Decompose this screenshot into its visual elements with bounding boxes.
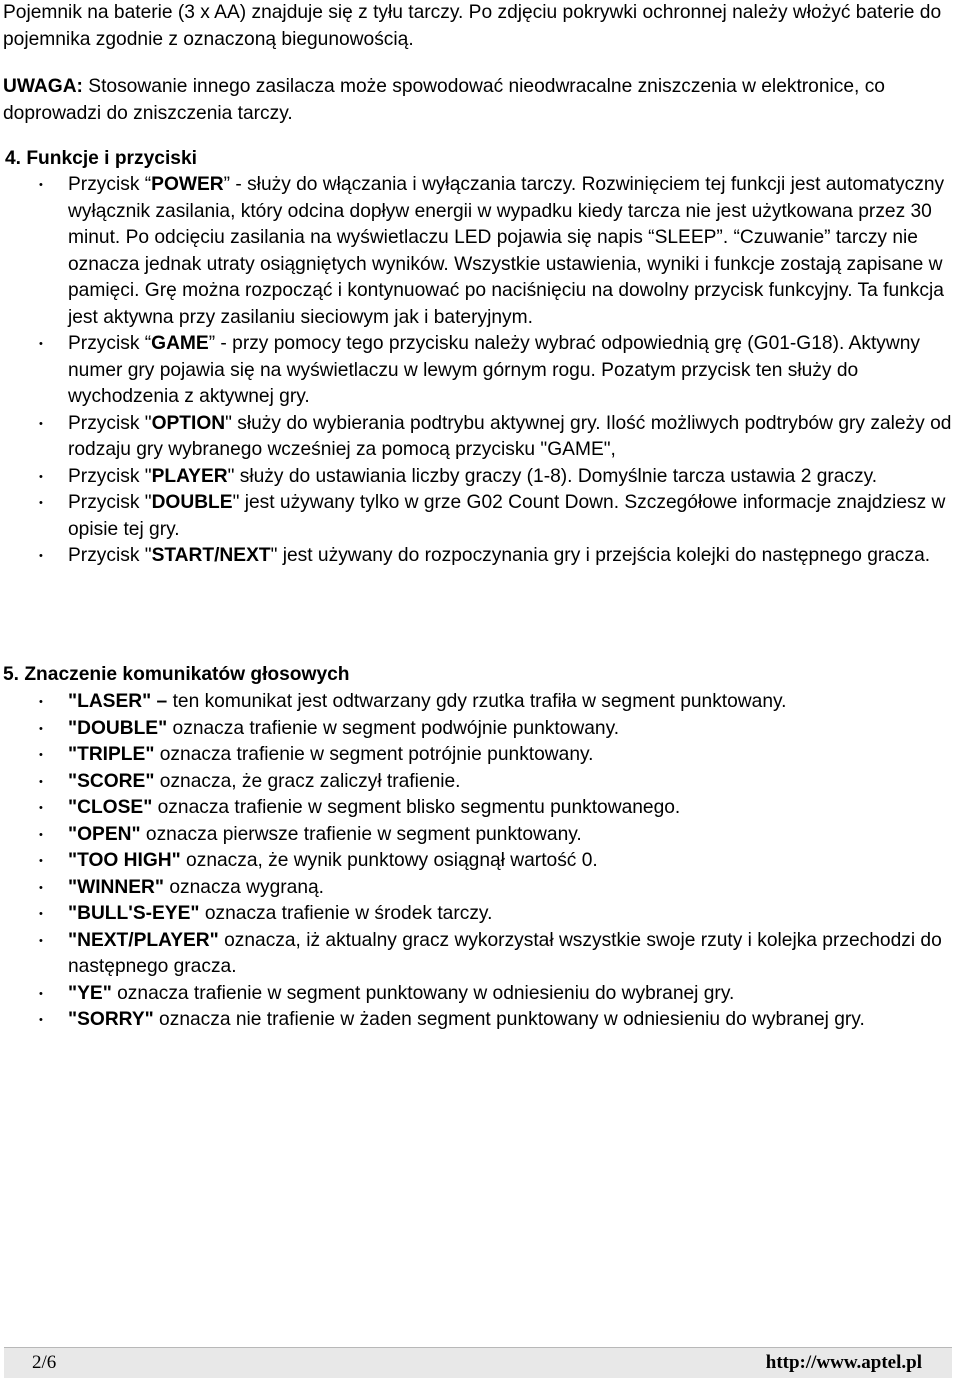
list-item: • "SORRY" oznacza nie trafienie w żaden segment punktowany w odniesieniu do wybranej gry.	[0, 1007, 952, 1034]
bullet-icon: •	[39, 470, 43, 483]
list-item: • "YE" oznacza trafienie w segment punktowany w odniesieniu do wybranej gry.	[0, 981, 952, 1008]
bullet-icon: •	[39, 550, 43, 562]
list-item: • Przycisk “GAME” - przy pomocy tego przycisku należy wybrać odpowiednią grę (G01-G18). Aktywny numer gry pojawia się na wyświetlaczu w lewym górnym rogu. Pozatym przycisk ten służy do wychodzenia z aktywnej gry.	[39, 333, 920, 407]
bullet-icon: •	[39, 987, 43, 1000]
warning-label: UWAGA:	[3, 76, 83, 97]
page-number: 2/6	[32, 1352, 57, 1373]
list-item: • "OPEN" oznacza pierwsze trafienie w segment punktowany.	[0, 822, 952, 849]
list-item: • "BULL'S-EYE" oznacza trafienie w środek tarczy.	[0, 901, 952, 928]
list-item: • Przycisk "PLAYER" służy do ustawiania liczby graczy (1-8). Domyślnie tarcza ustawia 2 graczy.	[0, 464, 952, 491]
bullet-icon: •	[39, 338, 43, 350]
bullet-icon: •	[39, 908, 43, 920]
footer-link[interactable]: http://www.aptel.pl	[765, 1352, 922, 1373]
bullet-icon: •	[39, 749, 43, 761]
warning-text: Stosowanie innego zasilacza może spowodować nieodwracalne zniszczenia w elektronice, co doprowadzi do zniszczenia tarczy.	[3, 76, 885, 124]
list-item: • "SCORE" oznacza, że gracz zaliczył trafienie.	[0, 769, 952, 796]
list-item: • Przycisk "START/NEXT" jest używany do rozpoczynania gry i przejścia kolejki do następnego gracza.	[0, 543, 952, 570]
section-5-heading: 5. Znaczenie komunikatów głosowych	[3, 664, 350, 685]
list-item: • "NEXT/PLAYER" oznacza, iż aktualny gracz wykorzystał wszystkie swoje rzuty i kolejka przechodzi do następnego gracza.	[39, 929, 942, 977]
bullet-icon: •	[39, 179, 43, 191]
bullet-icon: •	[39, 1014, 43, 1026]
list-item: • Przycisk "OPTION" służy do wybierania podtrybu aktywnej gry. Ilość możliwych podtrybów gry zależy od rodzaju gry wybranego wcześniej za pomocą przycisku "GAME",	[39, 412, 952, 460]
section-4-heading: 4. Funkcje i przyciski	[5, 148, 197, 169]
list-item: • Przycisk "DOUBLE" jest używany tylko w grze G02 Count Down. Szczegółowe informacje znajdziesz w opisie tej gry.	[39, 492, 946, 540]
bullet-icon: •	[39, 497, 43, 509]
list-item: • "CLOSE" oznacza trafienie w segment blisko segmentu punktowanego.	[0, 795, 952, 822]
bullet-icon: •	[39, 881, 43, 894]
bullet-icon: •	[39, 696, 43, 708]
voice-messages-list	[0, 689, 952, 1034]
bullet-icon: •	[39, 775, 43, 788]
list-item: • Przycisk “POWER” - służy do włączania i wyłączania tarczy. Rozwinięciem tej funkcji jest automatyczny wyłącznik zasilania, który odcina dopływ energii w wypadku kiedy tarcza nie jest użytkowana przez 30 minut. Po odcięciu zasilania na wyświetlaczu LED pojawia się napis “SLEEP”. “Czuwanie” tarczy nie oznacza jednak utraty osiągniętych wyników. Wszystkie ustawienia, wyniki i funkcje zostają zapisane w pamięci. Grę można rozpocząć i kontynuować po naciśnięciu na dowolny przycisk funkcyjny. Ta funkcja jest aktywna przy zasilaniu sieciowym jak i bateryjnym.	[39, 174, 945, 328]
bullet-icon: •	[39, 802, 43, 814]
list-item: • "DOUBLE" oznacza trafienie w segment podwójnie punktowany.	[0, 716, 952, 743]
bullet-icon: •	[39, 828, 43, 841]
functions-list	[0, 172, 952, 570]
list-item: • "TRIPLE" oznacza trafienie w segment potrójnie punktowany.	[0, 742, 952, 769]
warning-paragraph	[3, 74, 948, 127]
bullet-icon: •	[39, 417, 43, 430]
list-item: • "LASER" – ten komunikat jest odtwarzany gdy rzutka trafiła w segment punktowany.	[0, 689, 952, 716]
list-item: • "WINNER" oznacza wygraną.	[0, 875, 952, 902]
bullet-icon: •	[39, 934, 43, 947]
list-item: • "TOO HIGH" oznacza, że wynik punktowy osiągnął wartość 0.	[0, 848, 952, 875]
battery-paragraph: Pojemnik na baterie (3 x AA) znajduje się z tyłu tarczy. Po zdjęciu pokrywki ochronnej należy włożyć baterie do pojemnika zgodnie z oznaczoną biegunowością.	[3, 2, 942, 50]
bullet-icon: •	[39, 855, 43, 867]
page-footer	[4, 1347, 952, 1378]
bullet-icon: •	[39, 722, 43, 735]
